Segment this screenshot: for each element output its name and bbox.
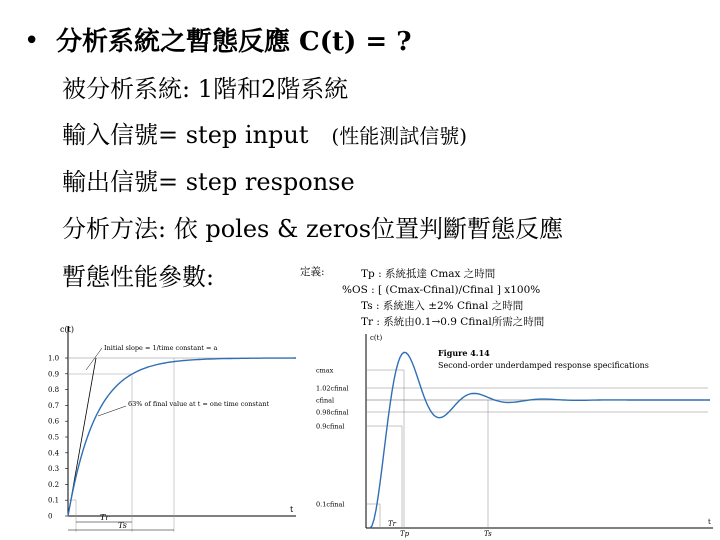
left-y-tick-label: 0.7: [48, 401, 60, 410]
def-tp-symbol: Tp: [361, 268, 375, 280]
right-ts-label: Ts: [484, 530, 492, 538]
line-system: 被分析系統: 1階和2階系統: [62, 75, 349, 103]
left-y-tick-label: 0.5: [48, 433, 60, 442]
first-order-curve: [68, 358, 296, 516]
annotation-slope-pointer: [86, 348, 102, 370]
right-y-label: 0.98cfinal: [316, 408, 349, 417]
line-input-note: (性能測試信號): [331, 124, 467, 148]
def-ts-text: : 系統進入 ±2% Cfinal 之時間: [375, 300, 524, 312]
def-tp-text: : 系統抵達 Cmax 之時間: [378, 268, 496, 280]
right-y-label: cfinal: [316, 396, 335, 405]
right-y-label: 0.1cfinal: [316, 500, 345, 509]
left-tr-label: Tr: [100, 513, 110, 522]
left-y-tick-label: 0.2: [48, 480, 60, 489]
right-y-label: cmax: [316, 366, 334, 375]
line-output: 輸出信號= step response: [62, 168, 355, 196]
left-x-axis-label: t: [290, 505, 294, 514]
annotation-63-pointer: [98, 406, 126, 416]
definitions-label: 定義:: [300, 266, 325, 278]
def-tr-symbol: Tr: [361, 316, 374, 328]
left-y-tick-label: 0.3: [48, 465, 60, 474]
def-tr: [361, 316, 544, 328]
right-y-axis-label: c(t): [370, 334, 383, 342]
right-tp-label: Tp: [400, 530, 410, 538]
slide-title: 分析系統之暫態反應 C(t) = ?: [56, 27, 412, 57]
bullet: •: [24, 26, 40, 56]
second-order-response-figure: [308, 328, 718, 538]
right-y-label: 1.02cfinal: [316, 384, 349, 393]
left-y-tick-label: 0.8: [48, 386, 60, 395]
left-y-axis-label: c(t): [60, 325, 74, 334]
annotation-63-percent: 63% of final value at t = one time constant: [128, 400, 270, 408]
right-y-labels: [316, 367, 349, 509]
def-ts: [361, 300, 523, 312]
left-y-tick-label: 0.6: [48, 417, 60, 426]
figure-caption-title: Figure 4.14: [438, 348, 490, 358]
annotation-initial-slope: Initial slope = 1/time constant = a: [104, 344, 218, 352]
def-tr-text: : 系統由0.1→0.9 Cfinal所需之時間: [376, 316, 545, 328]
left-ts-label: Ts: [118, 521, 127, 530]
line-method: 分析方法: 依 poles & zeros位置判斷暫態反應: [62, 215, 564, 243]
def-os-text: : [ (Cmax-Cfinal)/Cfinal ] x100%: [371, 284, 541, 296]
def-ts-symbol: Ts: [361, 300, 373, 312]
line-input-main: 輸入信號= step input: [62, 121, 309, 149]
left-y-tick-labels: [48, 355, 68, 521]
left-y-tick-label: 0: [48, 512, 53, 521]
right-y-label: 0.9cfinal: [316, 422, 345, 431]
left-y-tick-label: 1.0: [48, 354, 60, 363]
def-os: [342, 284, 540, 296]
figure-caption-text: Second-order underdamped response specifications: [438, 361, 649, 370]
line-input: [62, 120, 467, 151]
first-order-response-figure: [36, 320, 304, 536]
right-x-axis-label: t: [708, 518, 711, 526]
right-tr-label: Tr: [388, 520, 397, 528]
line-params: 暫態性能參數:: [62, 263, 215, 291]
def-tp: [361, 268, 495, 280]
def-os-symbol: %OS: [342, 284, 368, 296]
left-y-tick-label: 0.1: [48, 496, 60, 505]
left-y-tick-label: 0.9: [48, 370, 60, 379]
underdamped-curve: [370, 352, 710, 528]
left-y-tick-label: 0.4: [48, 449, 60, 458]
